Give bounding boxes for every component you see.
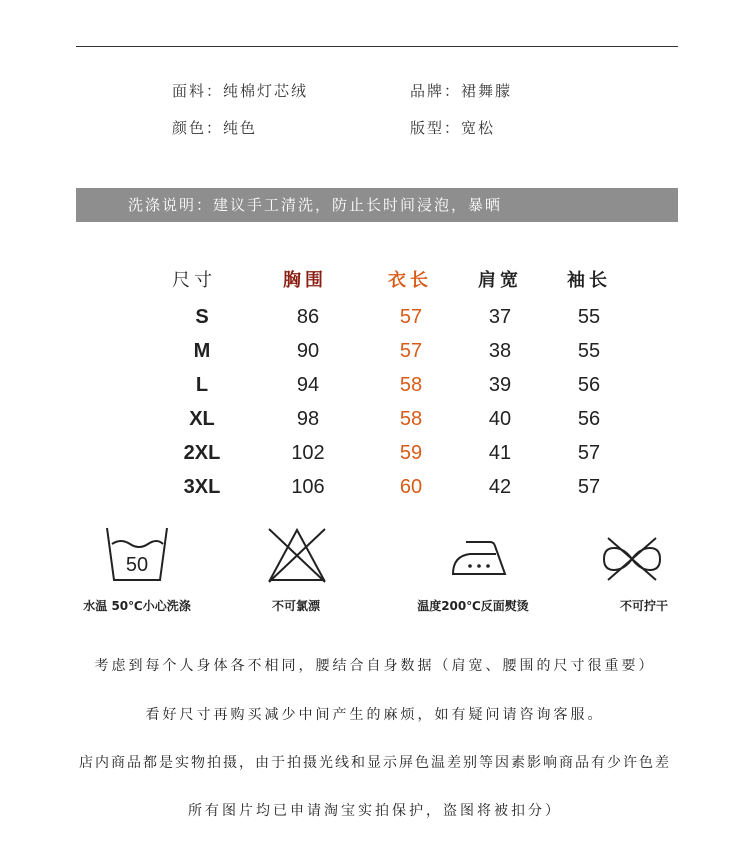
table-cell-chest: 98 (296, 408, 320, 430)
wash-instructions-bar: 洗涤说明：建议手工清洗，防止长时间浸泡，暴晒 (76, 188, 678, 222)
table-cell-length: 60 (399, 476, 423, 498)
iron-icon (450, 536, 512, 578)
table-cell-sleeve: 57 (577, 442, 601, 464)
note-line-2: 看好尺寸再购买减少中间产生的麻烦，如有疑问请咨询客服。 (145, 707, 605, 723)
table-cell-shoulder: 38 (488, 340, 512, 362)
wash-temp-label: 水温 50℃小心洗涤 (83, 599, 191, 613)
table-cell-sleeve: 56 (577, 408, 601, 430)
color-info: 颜色：纯色 (172, 119, 258, 137)
no-bleach-label: 不可氯漂 (271, 599, 320, 613)
iron-label: 温度200℃反面熨烫 (417, 599, 529, 613)
table-cell-sleeve: 56 (577, 374, 601, 396)
table-cell-size: S (195, 306, 209, 328)
header-length: 衣长 (388, 270, 432, 291)
table-cell-size: 3XL (183, 476, 221, 498)
table-cell-shoulder: 41 (488, 442, 512, 464)
table-cell-size: L (195, 374, 209, 396)
table-cell-chest: 102 (291, 442, 325, 464)
table-cell-length: 57 (399, 340, 423, 362)
note-line-1: 考虑到每个人身体各不相同，腰结合自身数据（肩宽、腰围的尺寸很重要） (94, 658, 656, 674)
table-cell-shoulder: 39 (488, 374, 512, 396)
table-cell-length: 59 (399, 442, 423, 464)
no-wring-icon (598, 534, 666, 584)
note-line-3: 店内商品都是实物拍摄，由于拍摄光线和显示屏色温差别等因素影响商品有少许色差 (79, 755, 671, 771)
table-cell-sleeve: 55 (577, 340, 601, 362)
header-sleeve: 袖长 (567, 270, 611, 291)
table-cell-length: 58 (399, 374, 423, 396)
table-cell-size: 2XL (183, 442, 221, 464)
table-cell-shoulder: 42 (488, 476, 512, 498)
table-cell-chest: 86 (296, 306, 320, 328)
no-bleach-icon (266, 526, 328, 584)
header-chest: 胸围 (283, 270, 327, 291)
table-cell-shoulder: 40 (488, 408, 512, 430)
table-cell-length: 58 (399, 408, 423, 430)
wash-temp-number: 50 (125, 554, 149, 576)
table-cell-shoulder: 37 (488, 306, 512, 328)
table-cell-sleeve: 55 (577, 306, 601, 328)
header-size: 尺寸 (172, 270, 216, 291)
table-cell-sleeve: 57 (577, 476, 601, 498)
wash-basin-icon (104, 524, 170, 582)
header-shoulder: 肩宽 (478, 270, 522, 291)
fabric-info: 面料：纯棉灯芯绒 (172, 82, 309, 100)
fit-info: 版型：宽松 (410, 119, 496, 137)
table-cell-size: M (193, 340, 211, 362)
table-cell-chest: 90 (296, 340, 320, 362)
brand-info: 品牌：裙舞朦 (410, 82, 513, 100)
table-cell-length: 57 (399, 306, 423, 328)
table-cell-chest: 106 (291, 476, 325, 498)
table-cell-chest: 94 (296, 374, 320, 396)
table-cell-size: XL (189, 408, 215, 430)
top-divider (76, 46, 678, 47)
no-wring-label: 不可拧干 (619, 599, 668, 613)
note-line-4: 所有图片均已申请淘宝实拍保护，盗图将被扣分） (188, 803, 562, 819)
